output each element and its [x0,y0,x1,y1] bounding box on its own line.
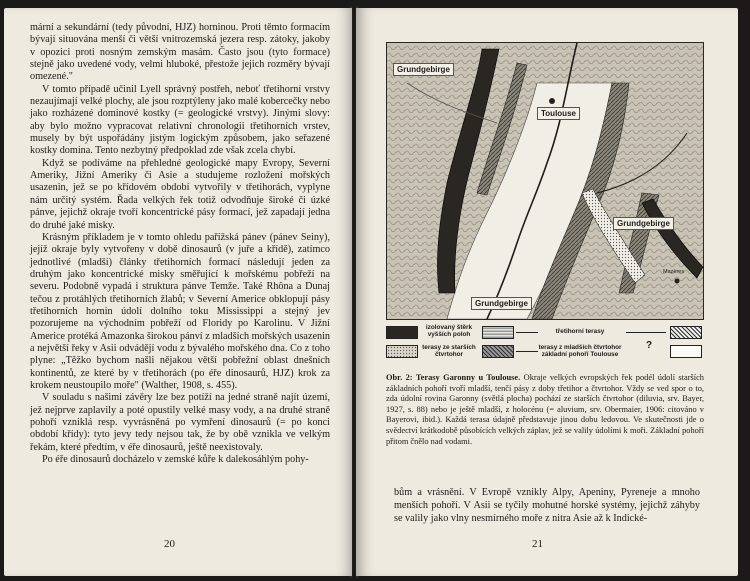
page-number: 21 [532,538,543,550]
legend-swatch-dark [386,326,418,339]
paragraph: V souladu s našimi závěry lze bez potíží na jedné straně najít území, jež nejprve zaplavily a poté opustily velké masy vody, a na druhé straně pohoří vzniklá resp. vyvrásněná po vymření dinosaurů (= po konci období křídy): tyto jevy tedy nejsou tak, že by obě vznikla ve velkým řekám, které předtím, v éře dinosaurů, ještě neexistovaly. [30,392,330,453]
map-label-grundgebirge-right: Grundgebirge [613,217,674,230]
legend-swatch-tertiary [670,326,702,339]
legend-swatch-lines [482,326,514,339]
map-label-grundgebirge-bottom: Grundgebirge [471,297,532,310]
page-number: 20 [164,538,175,550]
legend-swatch-hatch [482,345,514,358]
right-page-text: bům a vrásnění. V Evropě vznikly Alpy, Apeniny, Pyreneje a mnoho menších pohoří. V Asii se tyčily mohutné horské systémy, jejichž záhyby se valily jako vlny nesmírného moře z nitra Asie až k Indické- [394,487,700,524]
left-page-text [30,22,330,466]
paragraph: V tomto případě učinil Lyell správný postřeh, neboť třetihorní vrstvy nezaujímají velké plochy, ale jsou rozptýleny jako malé kobercečky nebo jako rozházené dominové kostky (= geologické vrstvy). Jinými slovy: aby bylo možno vypracovat relativní chronologii třetihorních vrstev, musely by být uspořádány jistým logickým způsobem, jako seřazené kostky domina. Tento nezbytný předpoklad zde však zcela chybí. [30,83,330,157]
legend-arrow [626,332,666,333]
paragraph: Krásným příkladem je v tomto ohledu pařížská pánev (pánev Seiny), jejíž okraje byly vytvořeny v době dinosaurů (v juře a křídě), zatímco jednotlivé (mladší) články třetihorních formací následují jeden za druhým jako koncentrické misky směřující k mořskému pobřeží na severu. Podobně vypadá i struktura pánve Temže. Také Rhôna a Dunaj tečou z protáhlých třetihorních žlabů; v Severní Americe obklopují pásy třetihorních hornin údolí dolního toku Mississippi a stejný jev pozorujeme na východním pobřeží od Floridy po Karolinu. V Jižní Americe protéká Amazonka širokou pánví z mladších mořských usazenin a největší řeky v Asii odvádějí vodu z bývalého mořského dna. Co z toho plyne: „Těžko bychom našli nějakou větší pobřežní oblast dnešních kontinentů, ze které by v třetihorách (po éře dinosaurů, HJZ) krok za krokem neustoupilo moře" (Walther, 1908, s. 455). [30,231,330,391]
map-legend [386,322,702,368]
legend-label-1: izolovaný štěrk vyšších poloh [425,324,473,338]
paragraph: mární a sekundární (tedy původní, HJZ) horninou. Proti těmto formacím bývají situována menší či větší vnitrozemská jezera resp. zátoky, jakoby v opozici proti nosným zemským masám. Často jsou (tyto formace) stejně jako uvedené vody, velmi hluboké, přestože jejich rozměry bývají omezené." [30,22,330,83]
legend-arrow [516,351,538,352]
legend-question-mark: ? [645,340,653,351]
caption-body: Okraje velkých evropských řek podél údolí starších základních pohoří tvoří mladší, tenčí pásy z doby třetihor a čtvrtohor. Vždy se ved spor o to, zda údolní rovina Garonny (světlá plocha) pochází ze starších čtvrtohor (diluvia, srv. Bayer, 1927, s. 88) nebo je ještě mladší, z holocénu (= aluvium, srv. Obermaier, 1906: citováno v Bayerovi, ibid.). Každá terasa údajně představuje jinou dobu ledovou. Ve skutečnosti jde o svědectví krátkodobě působících velkých záplav, jež se valily údolími k moři. Základní pohoří přitom čnělo nad vodami. [386,373,704,446]
map-label-mazeres: Mazères [663,269,685,275]
terrace-map [387,43,703,319]
paragraph: Po éře dinosaurů docházelo v zemské kůře k dalekosáhlým pohy- [42,454,309,466]
paragraph: Když se podíváme na přehledné geologické mapy Evropy, Severní Ameriky, Jižní Ameriky či Asie a studujeme rozložení mořských usazenin, jež se po křídovém období vytvořily v třetihorách, vyplyne nám určitý systém. Řada velkých řek totiž odvodňuje široké či úzké pánve, jejichž okraje tvoří koncentrické pásy formací, jež zapadají jedna do druhé jaké misky. [30,157,330,231]
legend-label-2: terasy ze starších čtvrtohor [422,344,476,358]
map-label-toulouse: Toulouse [537,107,580,120]
legend-swatch-dots [386,345,418,358]
legend-swatch-white [670,345,702,358]
right-page [356,8,738,576]
figure-caption [386,373,704,447]
left-page [4,8,352,576]
terrace-map-figure [386,42,704,320]
legend-arrow [516,332,538,333]
legend-label-4: terasy z mladších čtvrtohor základní pohoří Toulouse [538,344,622,358]
map-label-grundgebirge-top: Grundgebirge [393,63,454,76]
caption-title: Obr. 2: Terasy Garonny u Toulouse. [386,373,521,382]
legend-label-3: třetihorní terasy [555,328,605,335]
